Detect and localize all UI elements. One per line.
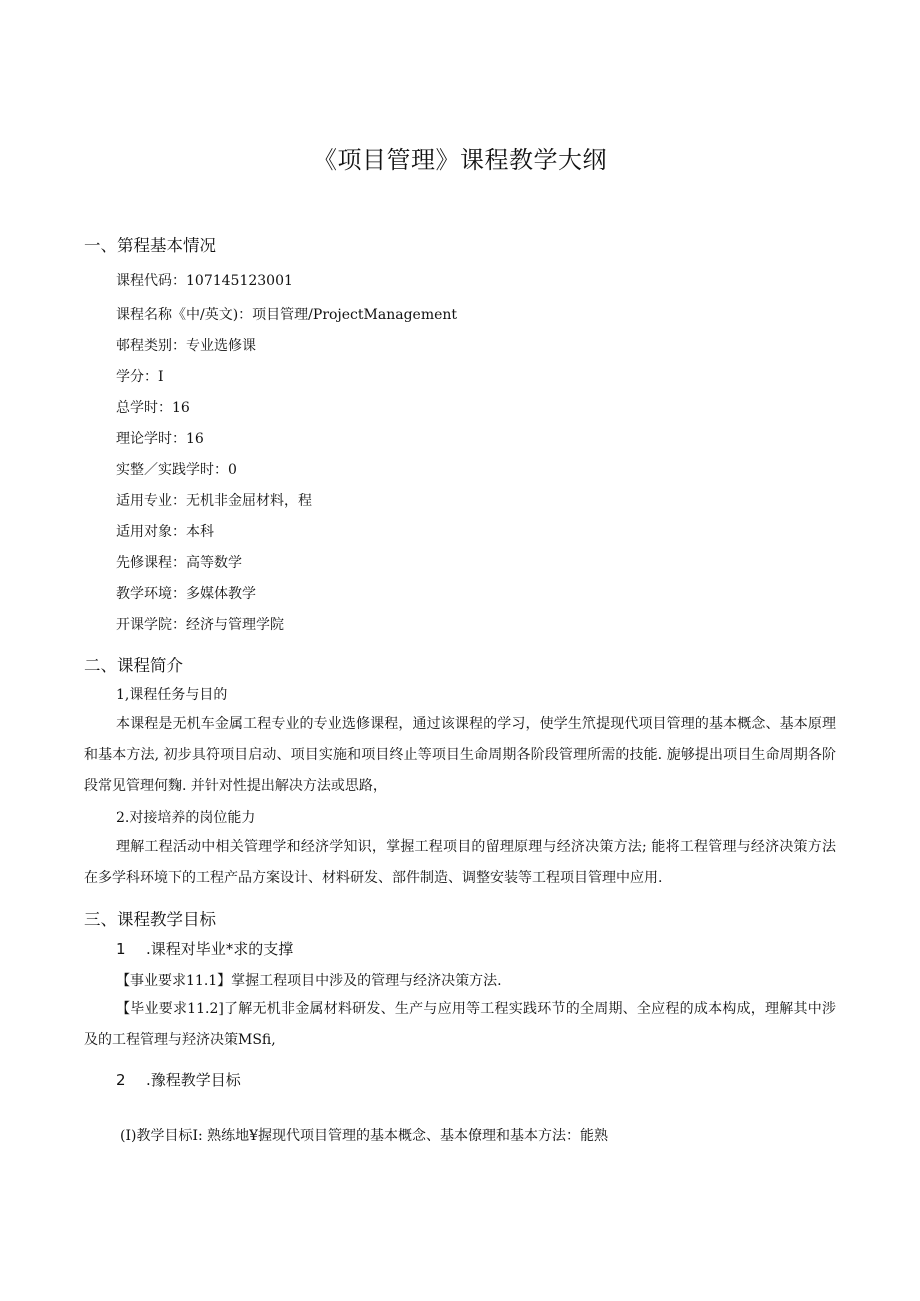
info-major: 适用专业：无机非金屈材料，程: [116, 493, 312, 509]
info-audience: 适用对象：本科: [116, 524, 214, 540]
subheading-text: .豫程教学目标: [146, 1071, 241, 1089]
teaching-goal-1: (I)教学目标I: 熟练地¥握现代项目管理的基本概念、基本僚理和基本方法：能熟: [120, 1128, 609, 1144]
subheading-text: .课程对毕业*求的支撑: [146, 940, 294, 958]
intro-paragraph-ability: 理解工程活动中相关管理学和经济学知识，掌握工程项目的留理原理与经济决策方法; 能将工程管理与经济决策方法在多学科环境下的工程产品方案设计、材料研发、部件制造、调整安装等工程项目管理中应用.: [84, 839, 836, 886]
info-course-category: 邨程类别：专业选修课: [116, 338, 256, 354]
info-practice-hours: 实整／实践学时：0: [116, 462, 237, 478]
intro-paragraph-task: 本课程是无机车金属工程专业的专业选修课程，通过该课程的学习，使学生笊提现代项目管理的基本概念、基本原理和基本方法, 初步具符项目启动、项目实施和项目终止等项目生命周期各阶段管理所需的技能. 旎够提出项目生命周期各阶段常见管理何麴. 并针对性提出解决方法或思路，: [84, 716, 836, 794]
objectives-subheading-support: [116, 938, 293, 959]
section-heading-basic-info: 一、第程基本情况: [84, 236, 216, 255]
info-credits: 学分：I: [116, 369, 164, 385]
subheading-number: 1: [116, 940, 126, 958]
info-total-hours: 总学时：16: [116, 400, 190, 416]
document-title: 《项目管理》课程教学大纲: [313, 146, 607, 174]
info-environment: 教学环境：多媒体教学: [116, 586, 256, 602]
info-college: 开课学院：经济与管理学院: [116, 617, 284, 633]
requirement-11-1: 【事业要求11.1】掌握工程项目中涉及的管理与经济决策方法.: [116, 973, 502, 989]
section-heading-objectives: 三、课程教学目标: [84, 910, 216, 929]
requirement-11-2: 【毕业要求11.2]了解无机非金属材料研发、生产与应用等工程实践环节的全周期、全应程的成本构成，理解其中涉及的工程管理与羟济决策MSfi,: [84, 1001, 836, 1048]
info-theory-hours: 理论学时：16: [116, 431, 204, 447]
info-course-code: 课程代码：107145123001: [116, 273, 293, 289]
objectives-subheading-goals: [116, 1069, 241, 1090]
subheading-number: 2: [116, 1071, 126, 1089]
intro-subheading-ability: 2.对接培养的岗位能力: [116, 810, 256, 826]
intro-subheading-task: 1,课程任务与目的: [116, 687, 228, 703]
section-heading-intro: 二、课程简介: [84, 656, 183, 675]
info-prerequisite: 先修课程：高等数学: [116, 555, 242, 571]
info-course-name: 课程名称《中/英文)：项目管理/ProjectManagement: [116, 307, 458, 323]
